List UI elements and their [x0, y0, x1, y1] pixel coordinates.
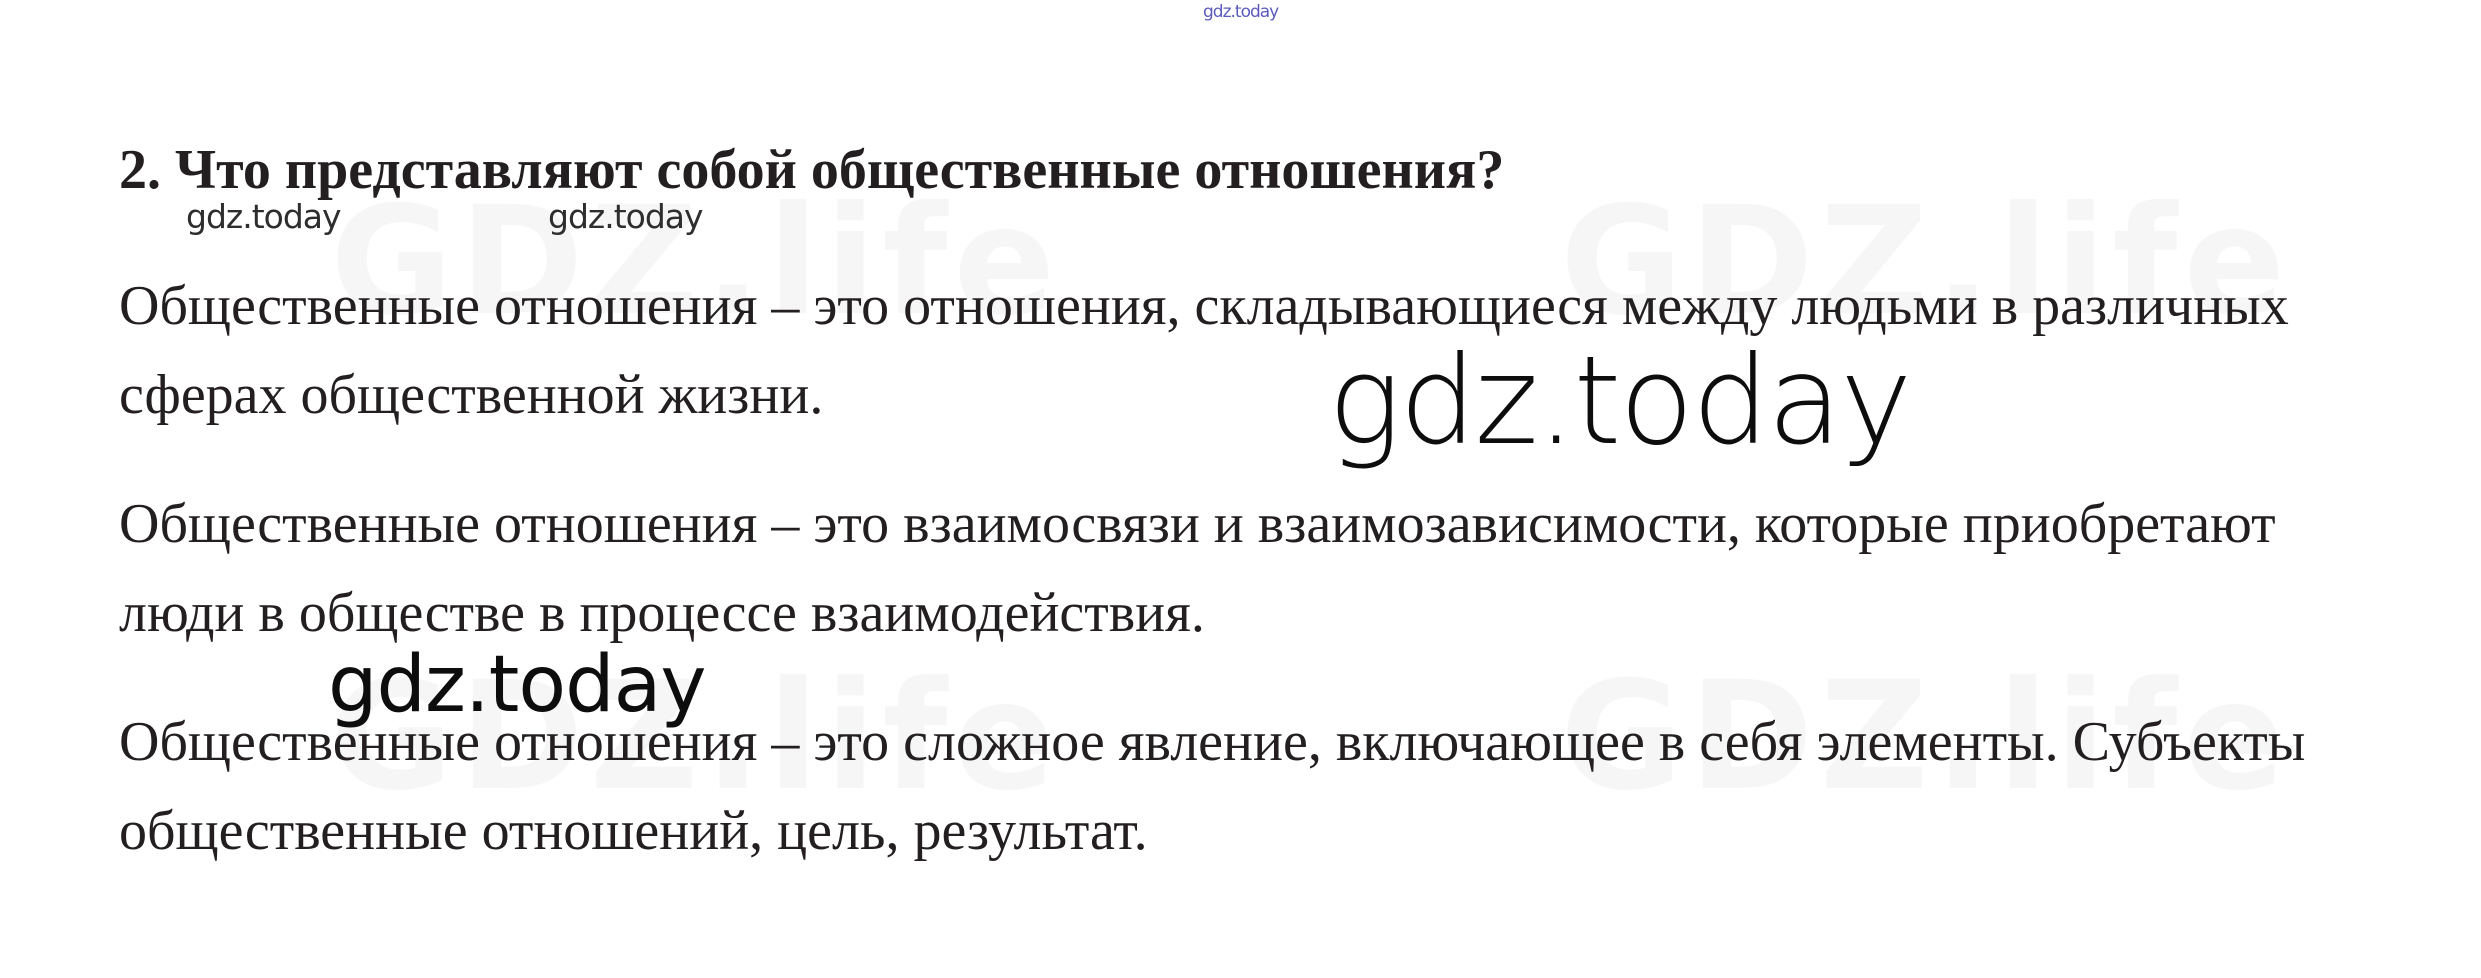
watermark-small-left: gdz.today	[186, 197, 341, 236]
answer-paragraph-3: Общественные отношения – это сложное явление, включающее в себя элементы. Субъекты общественные отношений, цель, результат.	[119, 711, 2306, 862]
watermark-medium: gdz.today	[328, 640, 706, 730]
watermark-top: gdz.today	[1203, 2, 1279, 22]
watermark-large: gdz.today	[1328, 330, 1911, 472]
watermark-small-right: gdz.today	[548, 197, 703, 236]
answer-paragraph-1: Общественные отношения – это отношения, складывающиеся между людьми в различных сферах общественной жизни.	[119, 275, 2289, 426]
answer-paragraph-2: Общественные отношения – это взаимосвязи и взаимозависимости, которые приобретают люди в обществе в процессе взаимодействия.	[119, 493, 2276, 644]
question-heading: 2. Что представляют собой общественные отношения?	[119, 139, 1505, 201]
